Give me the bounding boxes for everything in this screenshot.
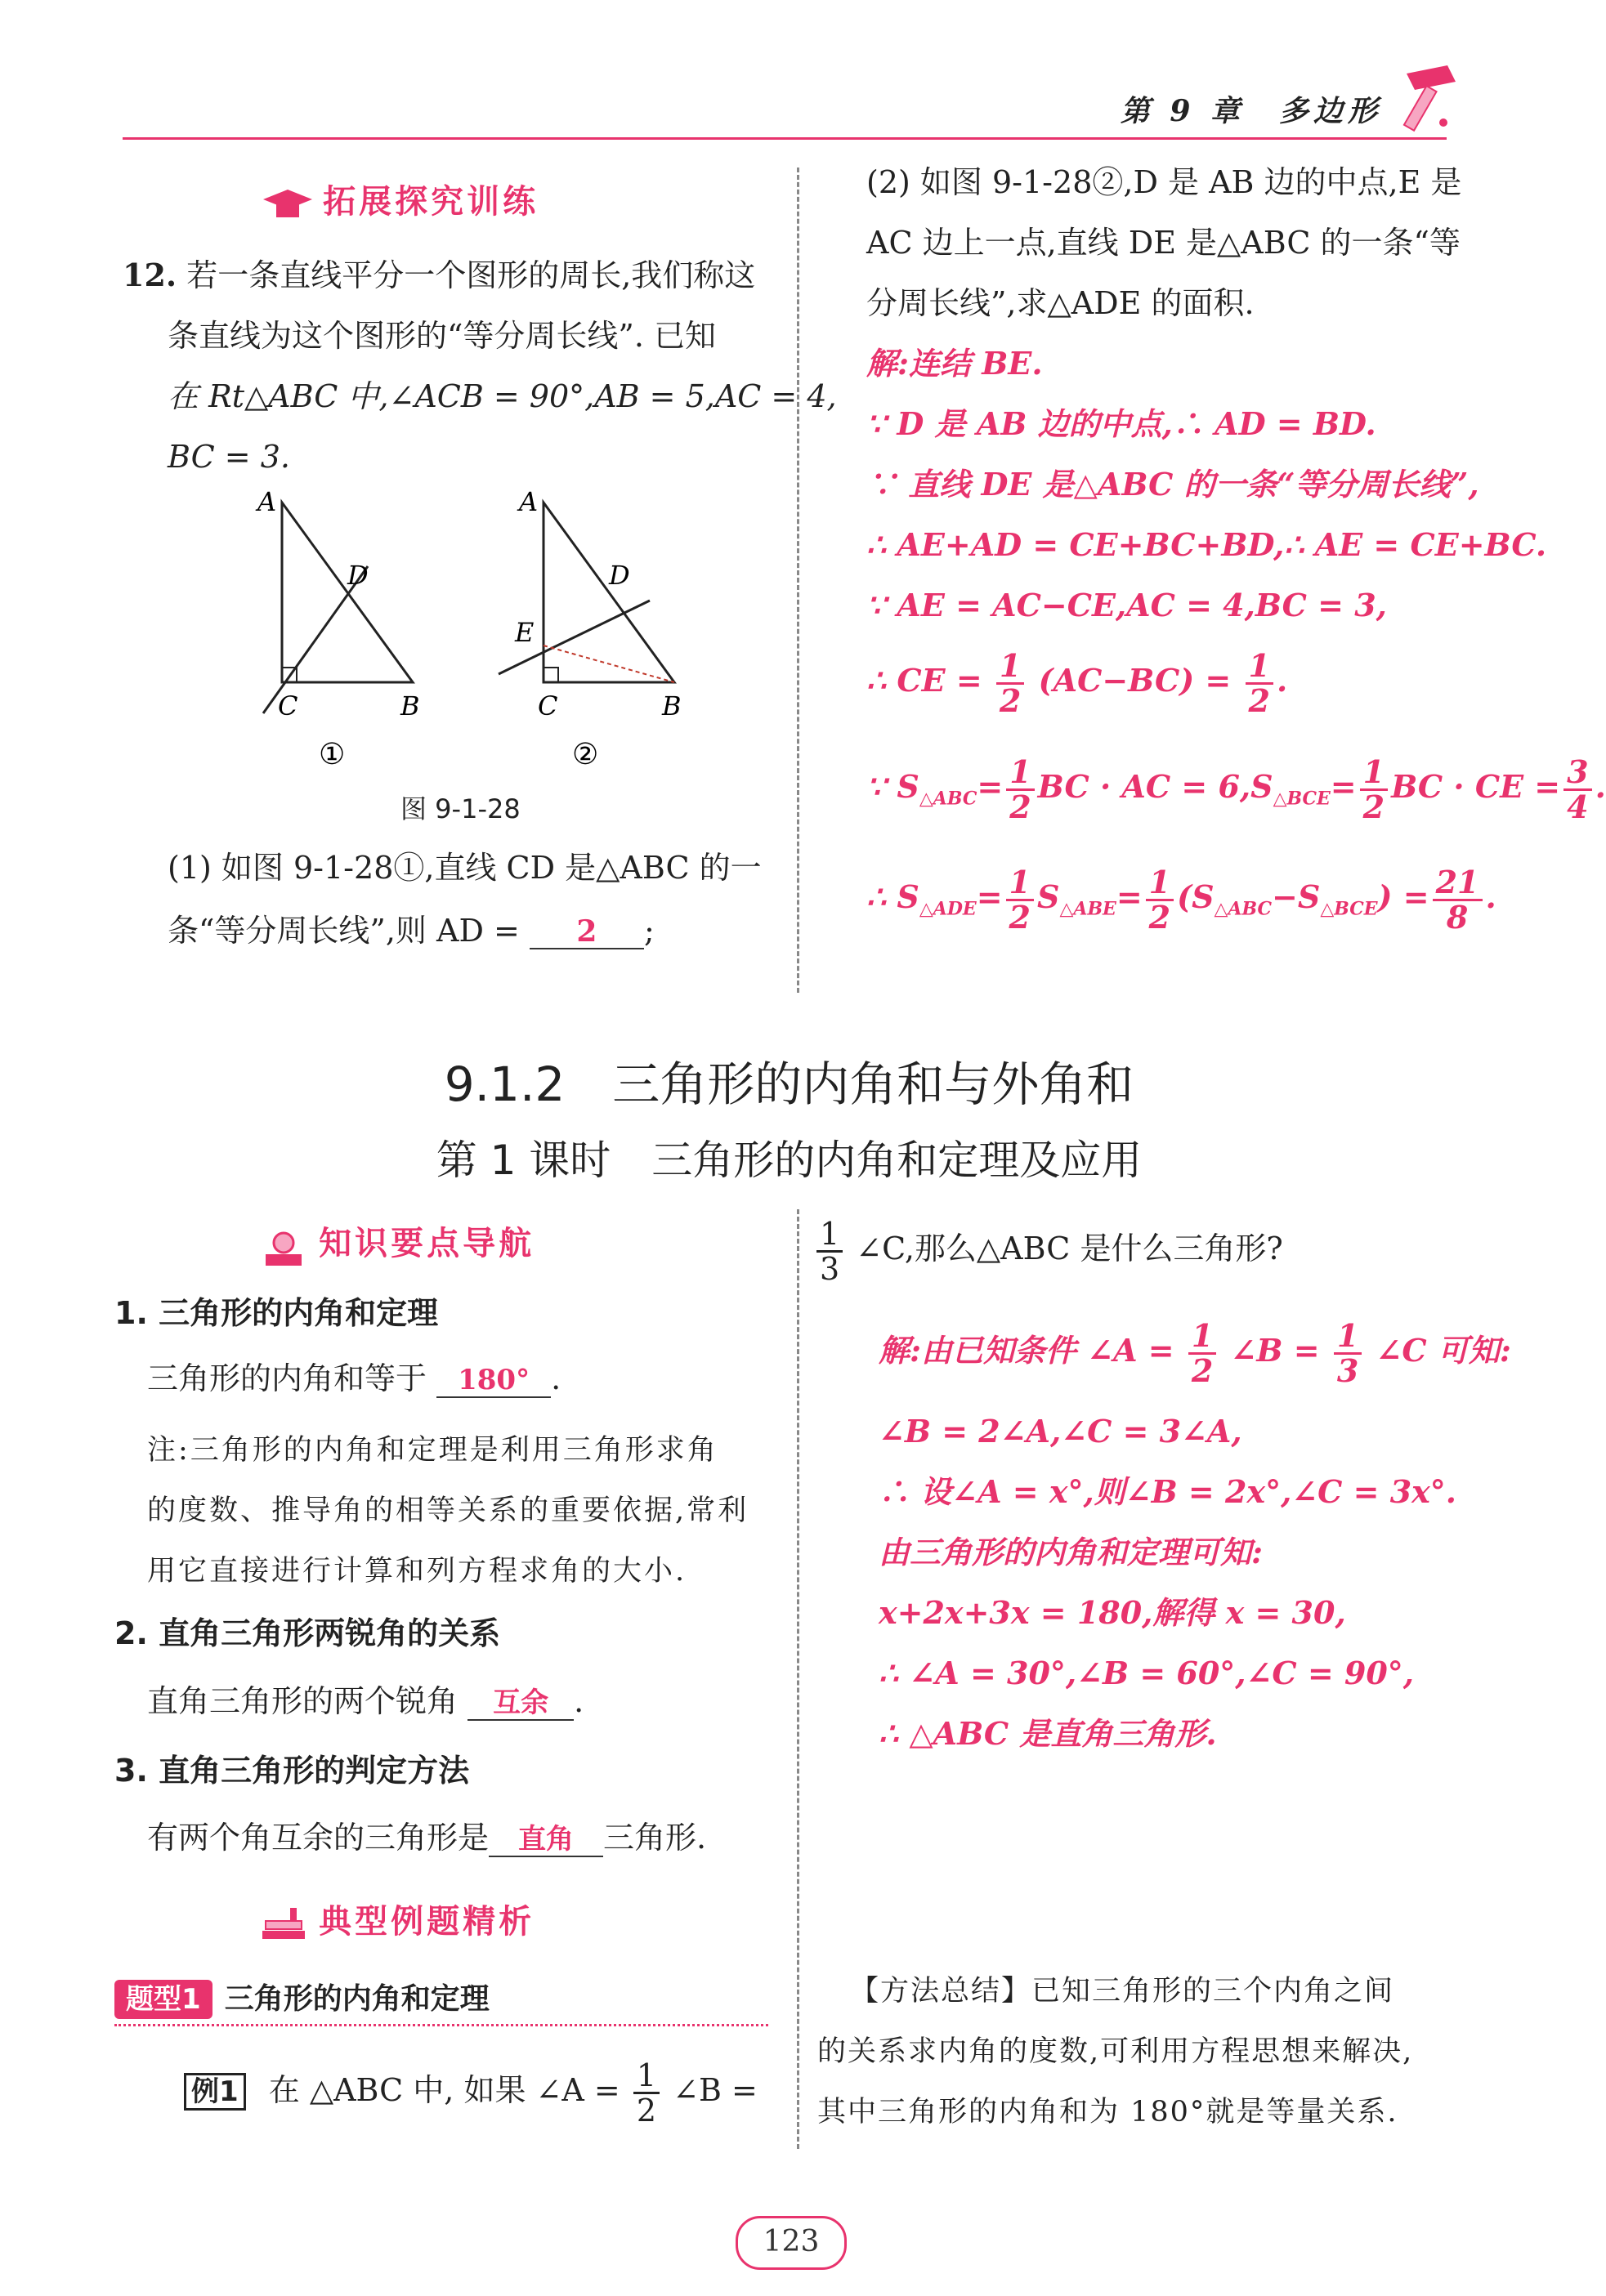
fig1-label-a: A [257,486,277,517]
solution-line-5: ∵ AE = AC−CE,AC = 4,BC = 3, [866,587,1387,623]
reading-girl-icon [257,1228,315,1274]
fig2-label-a: A [519,486,539,517]
example-solution-line-1: ∠B = 2∠A,∠C = 3∠A, [879,1413,1242,1450]
examples-banner: 典型例题精析 [257,1896,535,1952]
part2-line-3: 分周长线”,求△ADE 的面积. [866,285,1255,321]
solution-line-ce: ∴ CE = $\frac{1}{2}$ (AC−BC) = $\frac{1}{2}$ . [866,647,1288,719]
chapter-header: 第 9 章 多边形 [1120,94,1382,128]
extension-banner: 拓展探究训练 [262,176,539,232]
example-solution-line-6: ∴ △ABC 是直角三角形. [879,1715,1217,1752]
solution-line-areas: ∵ $S_{\triangle ABC}=$ $\frac{1}{2}$ BC · AC = $6,S_{\triangle BCE}=$ $\frac{1}{2}$ BC · CE = $\frac{3}{4}$ . [866,753,1606,825]
header-rule [123,137,1447,140]
note-line-2: 的度数、推导角的相等关系的重要依据,常利 [147,1494,749,1527]
section-title: 9.1.2 三角形的内角和与外角和 [444,1056,1134,1112]
method-summary-line-1: 【方法总结】已知三角形的三个内角之间 [850,1975,1395,2008]
type-title: 三角形的内角和定理 [224,1982,490,2016]
pencil-logo-icon [1382,65,1464,142]
part1-answer: 2 [530,915,644,949]
q12-line-4: BC = 3. [168,439,290,475]
example-solution-line-4: x+2x+3x = 180,解得 x = 30, [879,1594,1346,1631]
note-line-3: 用它直接进行计算和列方程求角的大小. [147,1555,687,1588]
fig1-label-c: C [278,690,298,721]
fig1-number: ① [319,738,346,771]
q12-line-3: 在 Rt△ABC 中,∠ACB = 90°,AB = 5,AC = 4, [168,378,837,414]
solution-line-2: ∵ D 是 AB 边的中点,∴ AD = BD. [866,405,1376,442]
example-solution-line-3: 由三角形的内角和定理可知: [879,1534,1264,1570]
page-number: 123 [736,2216,847,2270]
k1-answer: 180° [436,1364,551,1398]
example-solution-intro: 解:由已知条件 ∠A = $\frac{1}{2}$ ∠B = $\frac{1}{3}$ ∠C 可知: [879,1317,1511,1389]
knowledge-2-text: 直角三角形的两个锐角 互余 . [147,1683,584,1719]
part2-line-2: AC 边上一点,直线 DE 是△ABC 的一条“等 [866,225,1461,261]
fig1-label-d: D [347,560,369,591]
figure-9-1-28 [237,486,744,780]
knowledge-banner: 知识要点导航 [257,1217,535,1274]
solution-line-3: ∵ 直线 DE 是△ABC 的一条“等分周长线”, [866,466,1479,503]
k3-answer: 直角 [489,1823,603,1857]
figure-2-triangle [499,486,682,771]
question-12 [123,245,755,306]
fig2-label-d: D [609,560,630,591]
q12-line-1: 若一条直线平分一个图形的周长,我们称这 [186,257,756,293]
type-tag: 题型1 [114,1980,212,2019]
fig2-label-e: E [515,617,535,648]
example-solution-line-5: ∴ ∠A = 30°,∠B = 60°,∠C = 90°, [879,1655,1414,1691]
example-1: 例1 在 △ABC 中, 如果 ∠A = $\frac{1}{2}$ ∠B = [184,2059,758,2127]
fig1-label-b: B [400,690,420,721]
solution-line-final: ∴ $S_{\triangle ADE}=$ $\frac{1}{2}$ $S_{\triangle ABE}=$ $\frac{1}{2}$ $(S_{\triangle ABC}-S_{\triangle BCE})$ = $\frac{21}{8}$ . [866,864,1496,936]
example-tag: 例1 [184,2073,246,2111]
books-icon [257,1906,315,1952]
knowledge-3-title: 3. 直角三角形的判定方法 [114,1753,470,1789]
knowledge-1-text: 三角形的内角和等于 180° . [147,1360,561,1396]
column-divider-lower [797,1209,799,2149]
type-1-header [114,1976,768,2026]
k2-answer: 互余 [467,1686,574,1721]
fig2-number: ② [572,738,599,771]
part2-line-1: (2) 如图 9-1-28②,D 是 AB 边的中点,E 是 [866,164,1462,200]
figure-caption: 图 9-1-28 [400,793,521,824]
example-solution-line-2: ∴ 设∠A = x°,则∠B = 2x°,∠C = 3x°. [879,1473,1457,1510]
example-1-continued: $\frac{1}{3}$ ∠C,那么△ABC 是什么三角形? [813,1217,1283,1285]
note-line-1: 注:三角形的内角和定理是利用三角形求角 [147,1434,718,1467]
column-divider [797,168,799,993]
method-summary-line-2: 的关系求内角的度数,可利用方程思想来解决, [817,2035,1414,2068]
solution-line-4: ∴ AE+AD = CE+BC+BD,∴ AE = CE+BC. [866,526,1547,563]
question-number: 12. [123,257,177,293]
figure-1-triangle [255,486,420,771]
knowledge-3-text: 有两个角互余的三角形是 直角 三角形. [147,1820,707,1856]
knowledge-2-title: 2. 直角三角形两锐角的关系 [114,1615,501,1651]
q12-line-2: 条直线为这个图形的“等分周长线”. 已知 [168,318,717,354]
method-summary-line-3: 其中三角形的内角和为 180°就是等量关系. [817,2096,1398,2128]
part1-line-1: (1) 如图 9-1-28①,直线 CD 是△ABC 的一 [168,850,762,886]
graduation-cap-icon [262,186,319,232]
fig2-label-c: C [538,690,558,721]
lesson-subtitle: 第 1 课时 三角形的内角和定理及应用 [436,1137,1143,1184]
part1-line-2: 条“等分周长线”,则 AD = 2 ; [168,913,655,949]
solution-line-1: 解:连结 BE. [866,345,1043,382]
fig2-label-b: B [662,690,682,721]
knowledge-1-title: 1. 三角形的内角和定理 [114,1295,439,1331]
